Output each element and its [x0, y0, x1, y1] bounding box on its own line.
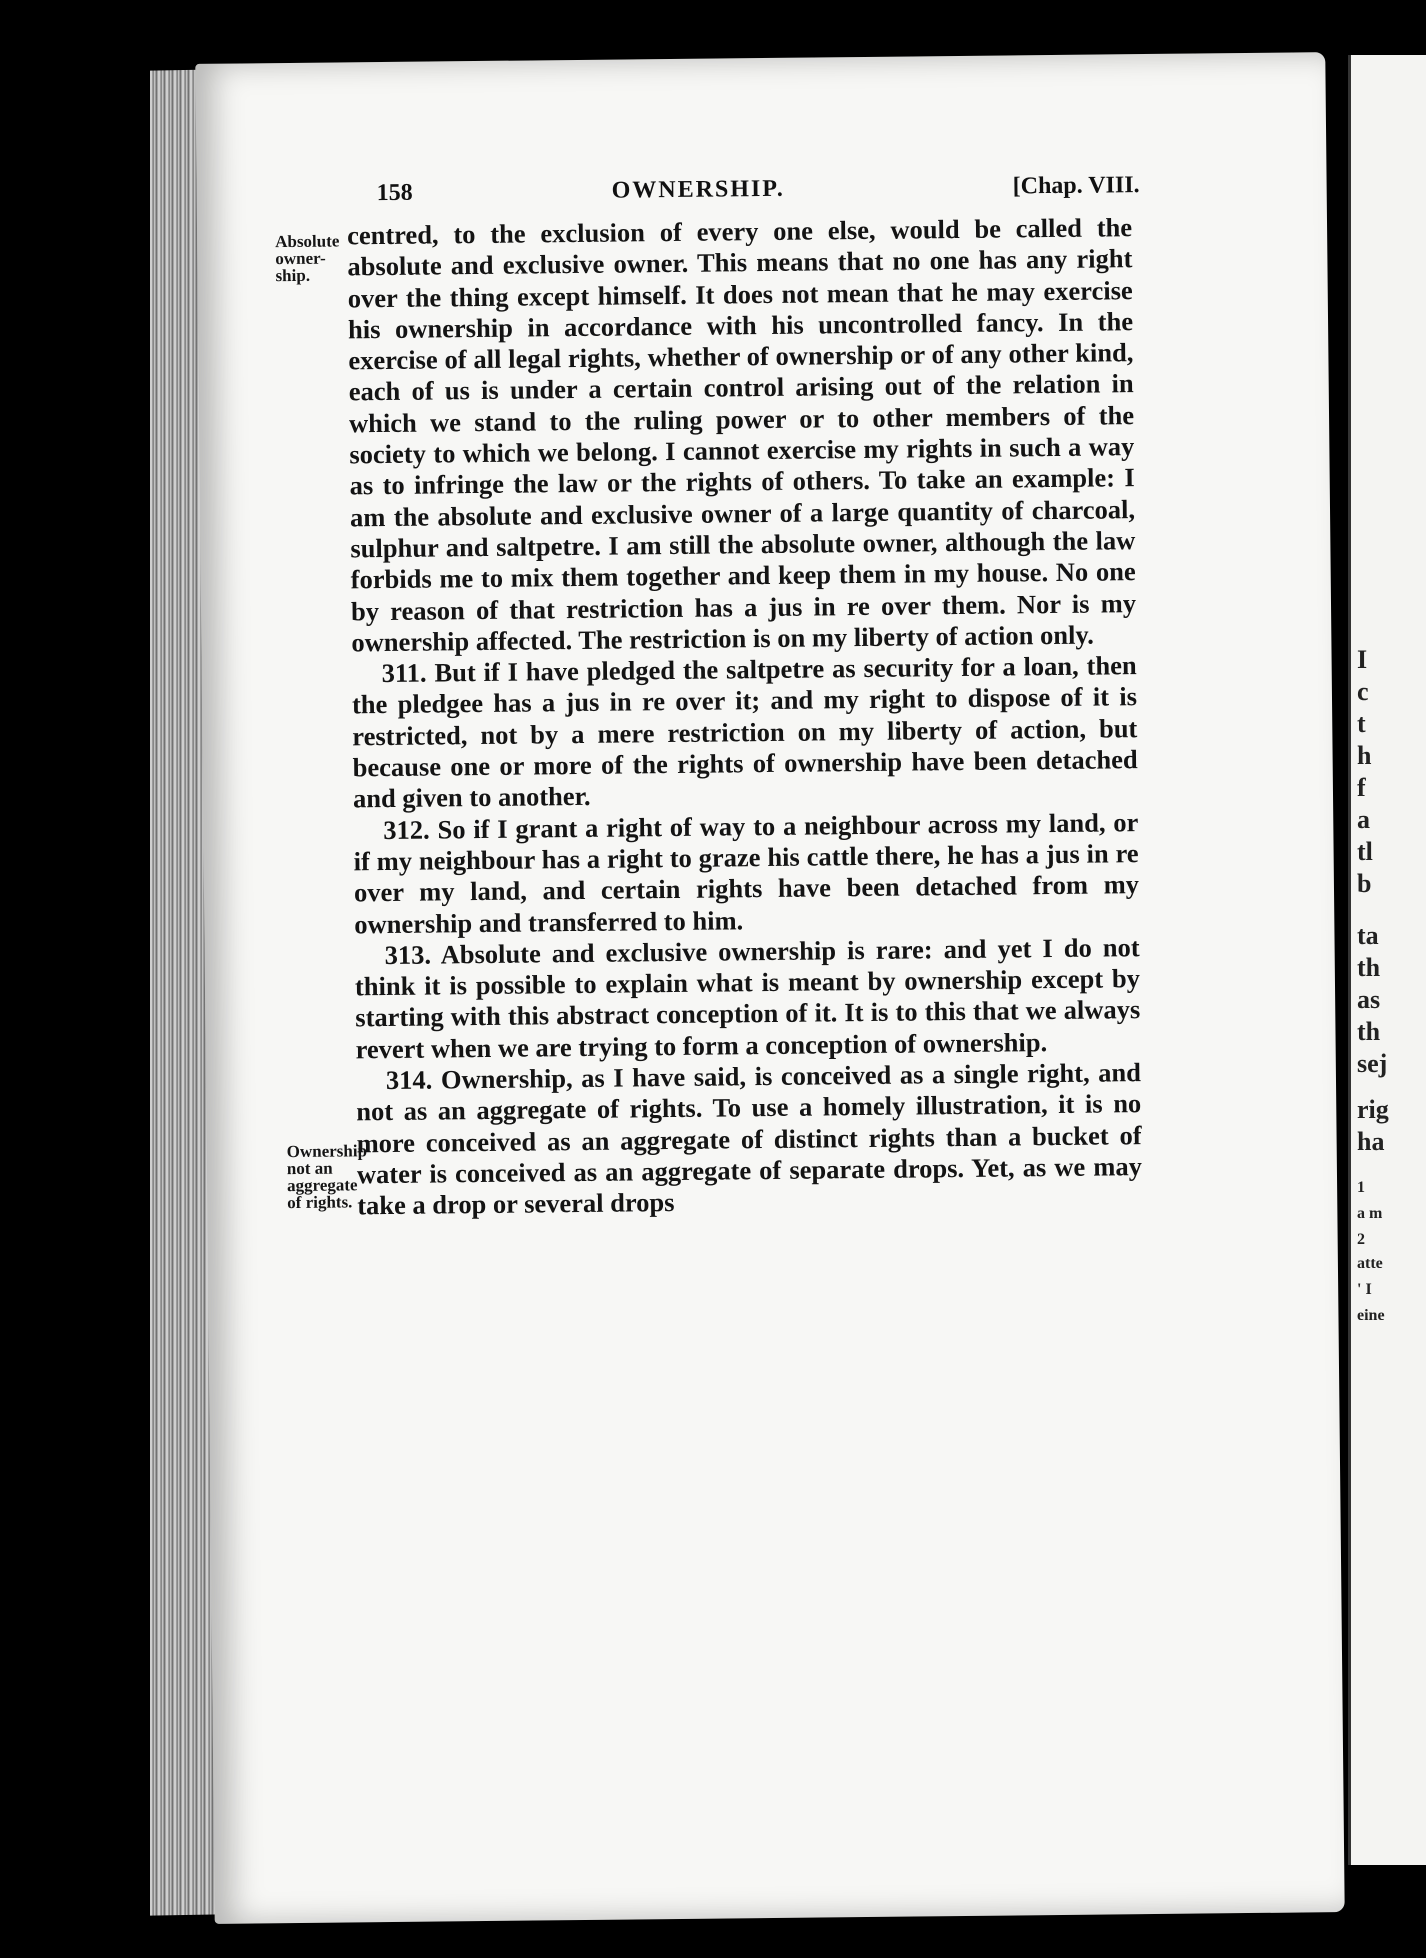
next-page-fragment: atte	[1357, 1255, 1383, 1272]
next-page-fragment: as	[1357, 985, 1381, 1014]
next-page-fragment: t	[1357, 709, 1366, 738]
body-text	[347, 212, 1142, 1222]
marginal-note-line: not an	[286, 1158, 333, 1179]
paragraph-text: Absolute and exclusive ownership is rare: and yet I do not think it is possible to explain what is meant by ownership except by starting with this abstract conception of it. It is to this that we always revert when we are trying to form a conception of ownership.	[354, 931, 1141, 1065]
marginal-note-line: aggregate	[286, 1175, 358, 1196]
next-page-fragment: th	[1357, 953, 1381, 982]
marginal-note-line: ship.	[275, 265, 311, 286]
paragraph-number: 311.	[381, 657, 427, 689]
page-content	[347, 172, 1143, 1222]
next-page-fragment: c	[1357, 677, 1369, 706]
next-page-fragment: rig	[1357, 1095, 1389, 1124]
next-page-fragment: f	[1357, 773, 1366, 802]
adjacent-page-sliver	[1348, 55, 1426, 1865]
next-page-fragment: sej	[1357, 1049, 1388, 1078]
next-page-fragment: 2	[1357, 1231, 1365, 1248]
paragraph-number: 312.	[383, 814, 430, 845]
next-page-fragment: ' I	[1357, 1281, 1372, 1298]
marginal-note-not-aggregate	[287, 1142, 368, 1211]
marginal-note-line: of rights.	[287, 1192, 353, 1213]
book-page	[195, 52, 1344, 1924]
next-page-fragment: h	[1357, 741, 1372, 770]
paragraph-text: So if I grant a right of way to a neighbour across my land, or if my neighbour has a right to graze his cattle there, he has a jus in re over my land, and certain rights have been detached from my ownership and transferred to him.	[353, 806, 1140, 939]
marginal-note-line: Ownership	[286, 1141, 368, 1162]
next-page-fragment: a m	[1357, 1205, 1383, 1222]
paragraph-text: But if I have pledged the saltpetre as security for a loan, then the pledgee has a jus in re over it; and my right to dispose of it is restricted, not by a mere restriction on my liberty of action, but because one or more of the rights of ownership have been detached and given to another.	[351, 650, 1138, 814]
next-page-fragment: tl	[1357, 837, 1373, 866]
next-page-fragment: a	[1357, 805, 1370, 834]
next-page-fragment: eine	[1357, 1307, 1385, 1324]
next-page-fragment: I	[1357, 645, 1368, 674]
paragraph-number: 314.	[385, 1064, 433, 1096]
paragraph	[356, 1057, 1143, 1222]
running-header	[347, 172, 1140, 220]
marginal-note-line: owner-	[275, 248, 326, 269]
next-page-fragment: ta	[1357, 921, 1379, 950]
paragraph-text: centred, to the exclusion of every one else, would be called the absolute and exclusive owner. This means that no one has any right over the thing except himself. It does not mean that he may exercise his ownership in accordance with his uncontrolled fancy. In the exercise of all legal rights, whether of ownership or of any other kind, each of us is under a certain control arising out of the relation in which we stand to the ruling power or to other members of the society to which we belong. I cannot exercise my rights in such a way as to infringe the law or the rights of others. To take an example: I am the absolute and exclusive owner of a large quantity of charcoal, sulphur and saltpetre. I am still the absolute owner, although the law forbids me to mix them together and keep them in my house. No one by reason of that restriction has a jus in re over them. Nor is my ownership affected. The restriction is on my liberty of action only.	[346, 212, 1137, 658]
chapter-reference: [Chap. VIII.	[1012, 172, 1140, 200]
paragraph	[354, 932, 1140, 1065]
next-page-fragment: ha	[1357, 1127, 1385, 1156]
next-page-fragment: 1	[1357, 1179, 1365, 1196]
paragraph	[347, 212, 1137, 658]
paragraph-text: Ownership, as I have said, is conceived as a single right, and not as an aggregate of rights. To use a homely illustration, it is no more conceived as an aggregate of distinct rights than a bucket of water is conceived as an aggregate of separate drops. Yet, as we may take a drop or several drops	[356, 1057, 1143, 1221]
running-title: OWNERSHIP.	[611, 175, 785, 204]
page-number: 158	[376, 179, 413, 207]
marginal-note-line: Absolute	[275, 231, 340, 252]
paragraph	[353, 807, 1139, 940]
paragraph-number: 313.	[384, 939, 432, 970]
marginal-note-absolute-ownership	[275, 232, 340, 284]
paragraph	[352, 650, 1139, 815]
next-page-fragment: th	[1357, 1017, 1381, 1046]
next-page-fragment: b	[1357, 869, 1372, 898]
